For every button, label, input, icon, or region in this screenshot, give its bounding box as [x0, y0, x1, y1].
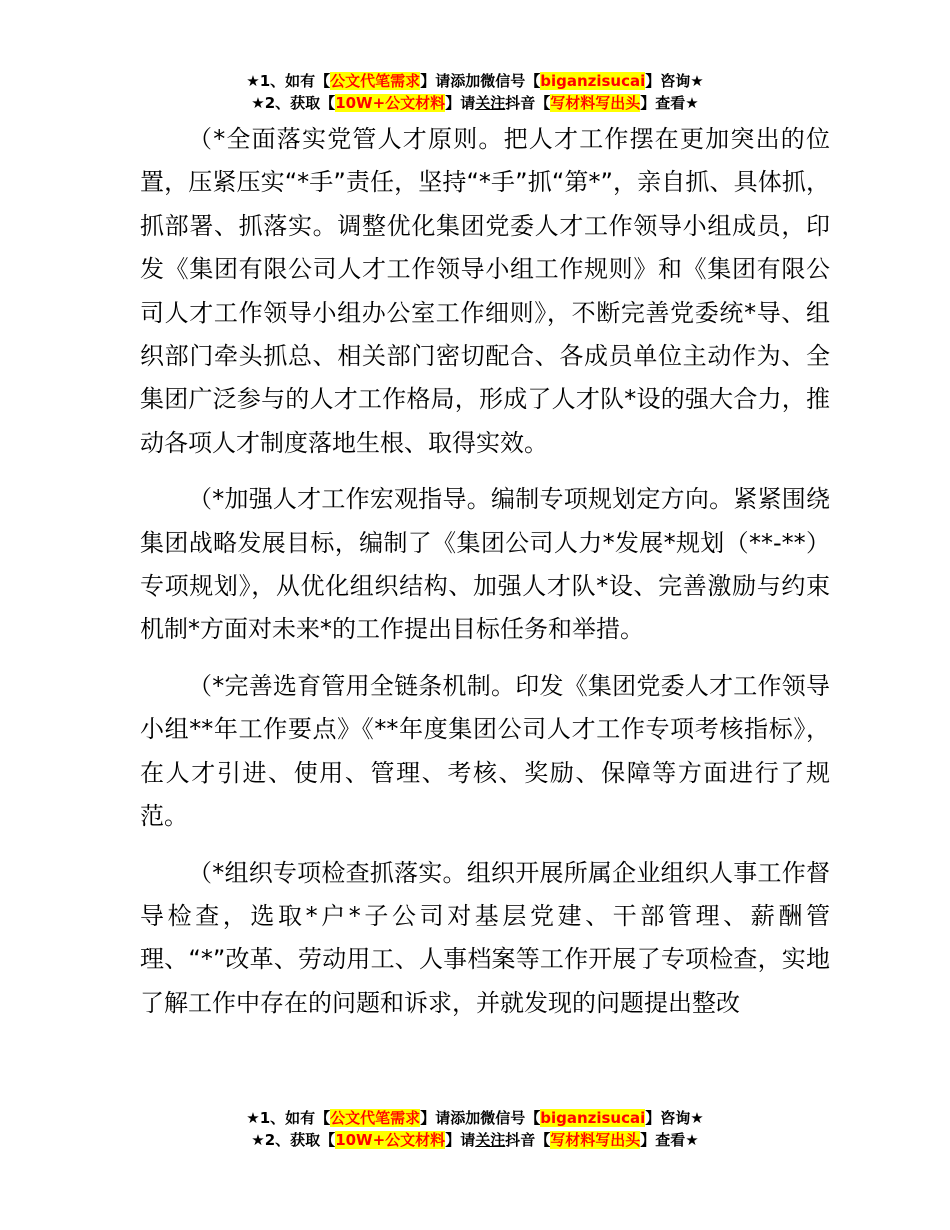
banner-highlight: biganzisucai — [540, 72, 646, 90]
document-body — [140, 118, 830, 1038]
banner-text: 】查看★ — [640, 1131, 699, 1149]
banner-text: 】请添加微信号【 — [420, 1109, 541, 1127]
banner-underlined-text: 关注 — [475, 94, 506, 112]
banner-line-2 — [0, 92, 950, 114]
banner-text: 】请添加微信号【 — [420, 72, 541, 90]
banner-highlight: 写材料写出头 — [550, 94, 641, 112]
banner-underlined-text: 关注 — [475, 1131, 506, 1149]
banner-text: 抖音【 — [505, 94, 551, 112]
banner-text: 】请 — [445, 94, 476, 112]
banner-text: ★2、获取【 — [251, 1131, 336, 1149]
banner-highlight: biganzisucai — [540, 1109, 646, 1127]
banner-text: 抖音【 — [505, 1131, 551, 1149]
header-banner — [0, 70, 950, 114]
banner-text: ★1、如有【 — [246, 1109, 331, 1127]
banner-line-1 — [0, 70, 950, 92]
banner-text: 】咨询★ — [645, 1109, 704, 1127]
footer-banner — [0, 1107, 950, 1151]
banner-line-2 — [0, 1129, 950, 1151]
banner-text: 】咨询★ — [645, 72, 704, 90]
banner-line-1 — [0, 1107, 950, 1129]
banner-highlight: 公文代笔需求 — [330, 1109, 421, 1127]
paragraph-2: （*加强人才工作宏观指导。编制专项规划定方向。紧紧围绕集团战略发展目标，编制了《集团公司人力*发展*规划（**-**）专项规划》，从优化组织结构、加强人才队*设、完善激励与约束机制*方面对未来*的工作提出目标任务和举措。 — [140, 485, 830, 644]
banner-text: ★1、如有【 — [246, 72, 331, 90]
banner-highlight: 写材料写出头 — [550, 1131, 641, 1149]
banner-text: ★2、获取【 — [251, 94, 336, 112]
paragraph-4: （*组织专项检查抓落实。组织开展所属企业组织人事工作督导检查，选取*户*子公司对基层党建、干部管理、薪酬管理、“*”改革、劳动用工、人事档案等工作开展了专项检查，实地了解工作中存在的问题和诉求，并就发现的问题提出整改 — [140, 858, 830, 1017]
banner-text: 】请 — [445, 1131, 476, 1149]
banner-highlight: 10W+公文材料 — [335, 1131, 446, 1149]
banner-text: 】查看★ — [640, 94, 699, 112]
paragraph-1: （*全面落实党管人才原则。把人才工作摆在更加突出的位置，压紧压实“*手”责任，坚持“*手”抓“第*”，亲自抓、具体抓，抓部署、抓落实。调整优化集团党委人才工作领导小组成员，印发《集团有限公司人才工作领导小组工作规则》和《集团有限公司人才工作领导小组办公室工作细则》，不断完善党委统*导、组织部门牵头抓总、相关部门密切配合、各成员单位主动作为、全集团广泛参与的人才工作格局，形成了人才队*设的强大合力，推动各项人才制度落地生根、取得实效。 — [140, 125, 830, 457]
banner-highlight: 公文代笔需求 — [330, 72, 421, 90]
banner-highlight: 10W+公文材料 — [335, 94, 446, 112]
paragraph-3: （*完善选育管用全链条机制。印发《集团党委人才工作领导小组**年工作要点》《**年度集团公司人才工作专项考核指标》，在人才引进、使用、管理、考核、奖励、保障等方面进行了规范。 — [140, 671, 830, 831]
